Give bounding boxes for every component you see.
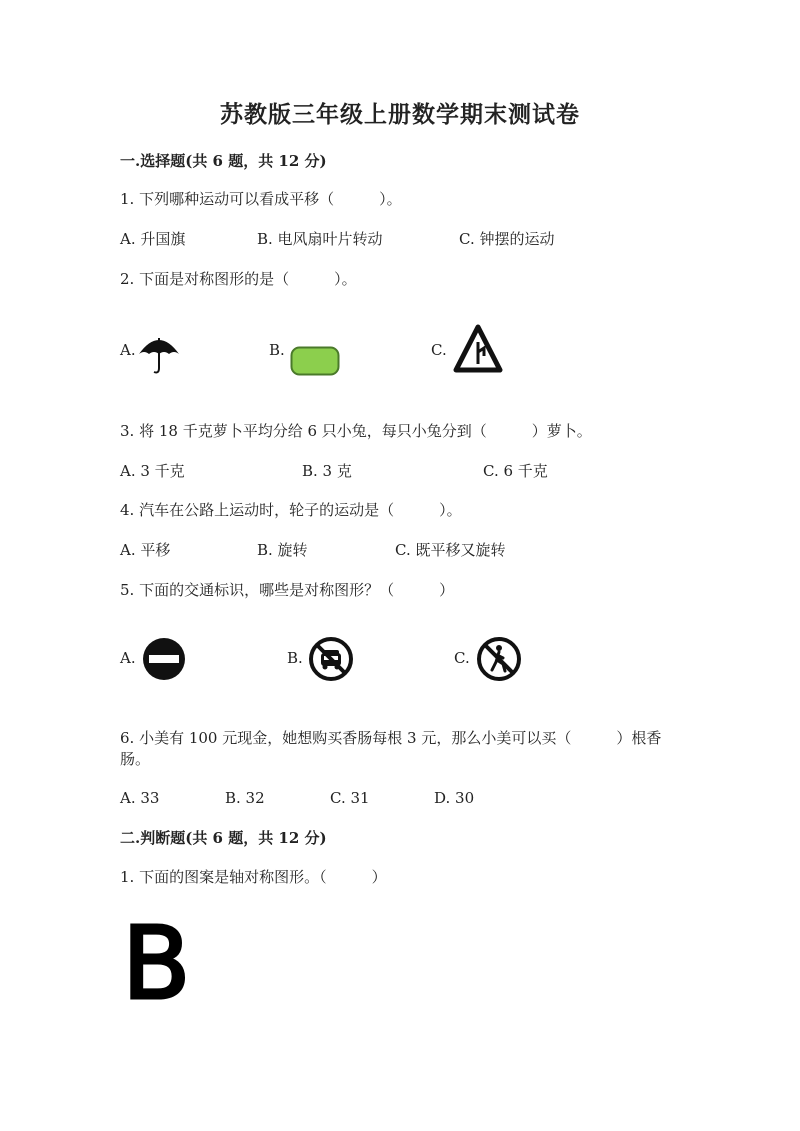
question-6-text-line-2: 肠。 xyxy=(120,750,151,768)
question-3-option-a[interactable]: A. 3 千克 xyxy=(120,462,185,480)
question-4-option-a[interactable]: A. 平移 xyxy=(120,541,171,559)
question-1-option-b[interactable]: B. 电风扇叶片转动 xyxy=(257,230,383,248)
question-2-option-b[interactable]: B. xyxy=(269,341,285,359)
question-6-option-d[interactable]: D. 30 xyxy=(434,789,475,807)
no-pedestrian-sign-icon xyxy=(476,636,522,682)
question-4-text: 4. 汽车在公路上运动时，轮子的运动是（ ）。 xyxy=(120,501,462,519)
question-2-text: 2. 下面是对称图形的是（ ）。 xyxy=(120,270,357,288)
question-1-text: 1. 下列哪种运动可以看成平移（ ）。 xyxy=(120,190,402,208)
page-title: 苏教版三年级上册数学期末测试卷 xyxy=(220,101,580,128)
question-2-option-c[interactable]: C. xyxy=(431,341,447,359)
question-5-option-b[interactable]: B. xyxy=(287,649,303,667)
no-entry-sign-icon xyxy=(142,637,186,681)
question-5-option-a[interactable]: A. xyxy=(120,649,136,667)
question-3-option-c[interactable]: C. 6 千克 xyxy=(483,462,548,480)
warning-sign-icon xyxy=(453,324,503,374)
question-3-option-b[interactable]: B. 3 克 xyxy=(302,462,352,480)
rounded-rectangle-icon xyxy=(290,346,340,376)
question-4-option-c[interactable]: C. 既平移又旋转 xyxy=(395,541,506,559)
no-car-sign-icon xyxy=(308,636,354,682)
question-1-option-c[interactable]: C. 钟摆的运动 xyxy=(459,230,555,248)
question-5-text: 5. 下面的交通标识，哪些是对称图形？（ ） xyxy=(120,581,455,599)
question-4-option-b[interactable]: B. 旋转 xyxy=(257,541,308,559)
question-3-text: 3. 将 18 千克萝卜平均分给 6 只小兔，每只小兔分到（ ）萝卜。 xyxy=(120,422,592,440)
letter-b-figure: B xyxy=(122,905,191,1022)
section-heading-judgement: 二.判断题(共 6 题，共 12 分) xyxy=(120,829,327,847)
question-5-option-c[interactable]: C. xyxy=(454,649,470,667)
judgement-question-1-text: 1. 下面的图案是轴对称图形。（ ） xyxy=(120,868,387,886)
question-1-option-a[interactable]: A. 升国旗 xyxy=(120,230,186,248)
question-6-option-b[interactable]: B. 32 xyxy=(225,789,265,807)
question-6-text-line-1: 6. 小美有 100 元现金，她想购买香肠每根 3 元，那么小美可以买（ ）根香 xyxy=(120,729,662,747)
question-2-option-a[interactable]: A. xyxy=(120,341,136,359)
section-heading-choice: 一.选择题(共 6 题，共 12 分) xyxy=(120,152,327,170)
umbrella-icon xyxy=(136,330,182,376)
question-6-option-a[interactable]: A. 33 xyxy=(120,789,160,807)
question-6-option-c[interactable]: C. 31 xyxy=(330,789,370,807)
